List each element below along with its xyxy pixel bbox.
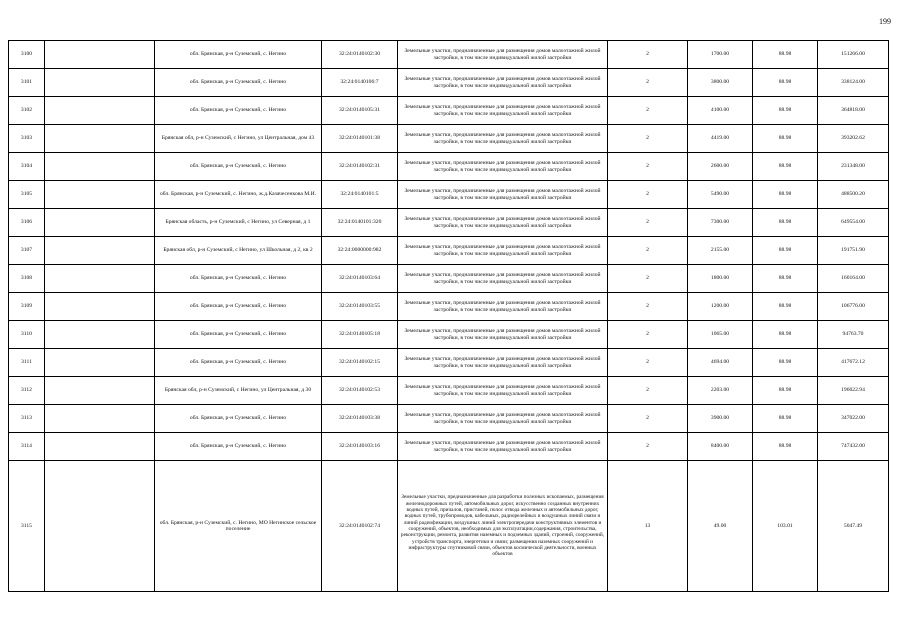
table-row <box>9 153 889 181</box>
table-row <box>9 209 889 237</box>
table-row <box>9 237 889 265</box>
table-row <box>9 97 889 125</box>
area-cell: 1800.00 <box>688 265 753 293</box>
address-cell: обл. Брянская, р-н Суземский, с. Негино <box>155 293 322 321</box>
group-cell: 2 <box>608 377 688 405</box>
specific-value-cell: 88.98 <box>753 237 818 265</box>
table-row <box>9 181 889 209</box>
specific-value-cell: 88.98 <box>753 405 818 433</box>
table-row <box>9 125 889 153</box>
cadastral-value-cell: 417672.12 <box>818 349 889 377</box>
blank-cell <box>45 237 155 265</box>
row-number: 3105 <box>9 181 45 209</box>
row-number: 3101 <box>9 69 45 97</box>
specific-value-cell: 88.98 <box>753 377 818 405</box>
group-cell: 2 <box>608 209 688 237</box>
area-cell: 4100.00 <box>688 97 753 125</box>
blank-cell <box>45 433 155 461</box>
cadastral-value-cell: 160164.00 <box>818 265 889 293</box>
blank-cell <box>45 69 155 97</box>
cadastral-value-cell: 94763.70 <box>818 321 889 349</box>
area-cell: 8400.00 <box>688 433 753 461</box>
cadastral-number-cell: 32:24:0140106:7 <box>322 69 398 97</box>
cadastral-number-cell: 32:24:0140102:74 <box>322 461 398 592</box>
land-purpose-cell: Земельные участки, предназначенные для размещения домов малоэтажной жилой застройки, в том числе индивидуальной жилой застройки <box>398 125 608 153</box>
blank-cell <box>45 265 155 293</box>
land-purpose-cell: Земельные участки, предназначенные для размещения домов малоэтажной жилой застройки, в том числе индивидуальной жилой застройки <box>398 153 608 181</box>
area-cell: 2155.00 <box>688 237 753 265</box>
row-number: 3115 <box>9 461 45 592</box>
specific-value-cell: 88.98 <box>753 293 818 321</box>
specific-value-cell: 88.98 <box>753 321 818 349</box>
land-purpose-cell: Земельные участки, предназначенные для размещения домов малоэтажной жилой застройки, в том числе индивидуальной жилой застройки <box>398 265 608 293</box>
land-purpose-cell: Земельные участки, предназначенные для размещения домов малоэтажной жилой застройки, в том числе индивидуальной жилой застройки <box>398 69 608 97</box>
land-purpose-cell: Земельные участки, предназначенные для разработки полезных ископаемых, размещения железнодорожных путей, автомобильных дорог, искусственно созданных внутренних водных путей, причалов, пристаней, полос отвода железных и автомобильных дорог, водных путей, трубопроводов, кабельных, радиорелейных и воздушных линий связи и линий радиофикации, воздушных линий электропередачи конструктивных элементов и сооружений, объектов, необходимых для эксплуатации,содержания, строительства, реконструкции, ремонта, развития наземных и подземных зданий, строений, сооружений, устройств транспорта, энергетики и связи; размещения наземных сооружений и инфраструктуры спутниковой связи, объектов космической деятельности, военных объектов <box>398 461 608 592</box>
cadastral-value-cell: 196022.94 <box>818 377 889 405</box>
row-number: 3106 <box>9 209 45 237</box>
table-row <box>9 69 889 97</box>
cadastral-number-cell: 32:24:0140101:38 <box>322 125 398 153</box>
row-number: 3113 <box>9 405 45 433</box>
group-cell: 2 <box>608 125 688 153</box>
cadastral-value-cell: 106776.00 <box>818 293 889 321</box>
group-cell: 2 <box>608 293 688 321</box>
group-cell: 2 <box>608 405 688 433</box>
blank-cell <box>45 41 155 69</box>
area-cell: 1065.00 <box>688 321 753 349</box>
specific-value-cell: 88.98 <box>753 69 818 97</box>
group-cell: 2 <box>608 97 688 125</box>
table-row <box>9 265 889 293</box>
group-cell: 2 <box>608 433 688 461</box>
cadastral-number-cell: 32:24:0140105:31 <box>322 97 398 125</box>
land-purpose-cell: Земельные участки, предназначенные для размещения домов малоэтажной жилой застройки, в том числе индивидуальной жилой застройки <box>398 433 608 461</box>
table-row <box>9 377 889 405</box>
cadastral-number-cell: 32:24:0140101:5 <box>322 181 398 209</box>
table-row <box>9 41 889 69</box>
address-cell: обл. Брянская, р-н Суземский, с. Негино <box>155 321 322 349</box>
blank-cell <box>45 405 155 433</box>
cadastral-value-cell: 231348.00 <box>818 153 889 181</box>
land-purpose-cell: Земельные участки, предназначенные для размещения домов малоэтажной жилой застройки, в том числе индивидуальной жилой застройки <box>398 181 608 209</box>
address-cell: Брянская обл, р-н Суземский, с Негино, ул Школьная, д 2, кв 2 <box>155 237 322 265</box>
blank-cell <box>45 321 155 349</box>
specific-value-cell: 88.98 <box>753 349 818 377</box>
specific-value-cell: 88.98 <box>753 433 818 461</box>
address-cell: обл. Брянская, р-н Суземский, с. Негино <box>155 97 322 125</box>
cadastral-number-cell: 32:24:0140103:16 <box>322 433 398 461</box>
area-cell: 2600.00 <box>688 153 753 181</box>
address-cell: обл. Брянская, р-н Суземский, с. Негино <box>155 405 322 433</box>
specific-value-cell: 88.98 <box>753 209 818 237</box>
area-cell: 1700.00 <box>688 41 753 69</box>
land-purpose-cell: Земельные участки, предназначенные для размещения домов малоэтажной жилой застройки, в том числе индивидуальной жилой застройки <box>398 321 608 349</box>
blank-cell <box>45 209 155 237</box>
group-cell: 13 <box>608 461 688 592</box>
land-purpose-cell: Земельные участки, предназначенные для размещения домов малоэтажной жилой застройки, в том числе индивидуальной жилой застройки <box>398 377 608 405</box>
blank-cell <box>45 153 155 181</box>
cadastral-number-cell: 32:24:0140105:18 <box>322 321 398 349</box>
cadastral-value-cell: 5047.49 <box>818 461 889 592</box>
address-cell: обл. Брянская, р-н Суземский, с. Негино, ж.д.Казачесенкова М.И. <box>155 181 322 209</box>
area-cell: 3900.00 <box>688 405 753 433</box>
blank-cell <box>45 97 155 125</box>
area-cell: 5490.00 <box>688 181 753 209</box>
blank-cell <box>45 377 155 405</box>
blank-cell <box>45 125 155 153</box>
row-number: 3108 <box>9 265 45 293</box>
area-cell: 49.00 <box>688 461 753 592</box>
area-cell: 7300.00 <box>688 209 753 237</box>
specific-value-cell: 103.01 <box>753 461 818 592</box>
address-cell: Брянская обл, р-н Суземский, с Негино, ул Центральная, дом 43 <box>155 125 322 153</box>
cadastral-number-cell: 32:24:0140102:30 <box>322 41 398 69</box>
group-cell: 2 <box>608 41 688 69</box>
specific-value-cell: 88.98 <box>753 125 818 153</box>
group-cell: 2 <box>608 265 688 293</box>
page-number: 199 <box>879 17 891 26</box>
cadastral-number-cell: 32:24:0000000:982 <box>322 237 398 265</box>
row-number: 3109 <box>9 293 45 321</box>
blank-cell <box>45 461 155 592</box>
specific-value-cell: 88.98 <box>753 265 818 293</box>
cadastral-number-cell: 32:24:0140102:53 <box>322 377 398 405</box>
land-purpose-cell: Земельные участки, предназначенные для размещения домов малоэтажной жилой застройки, в том числе индивидуальной жилой застройки <box>398 405 608 433</box>
specific-value-cell: 88.98 <box>753 181 818 209</box>
blank-cell <box>45 349 155 377</box>
address-cell: обл. Брянская, р-н Суземский, с. Негино <box>155 41 322 69</box>
cadastral-value-cell: 393202.62 <box>818 125 889 153</box>
group-cell: 2 <box>608 349 688 377</box>
area-cell: 3800.00 <box>688 69 753 97</box>
land-purpose-cell: Земельные участки, предназначенные для размещения домов малоэтажной жилой застройки, в том числе индивидуальной жилой застройки <box>398 41 608 69</box>
cadastral-number-cell: 32:24:0140103:38 <box>322 405 398 433</box>
specific-value-cell: 88.98 <box>753 97 818 125</box>
area-cell: 2203.00 <box>688 377 753 405</box>
table-row <box>9 321 889 349</box>
cadastral-value-table <box>8 40 889 592</box>
address-cell: Брянская обл, р-н Суземский, с Негино, ул Центральная, д 30 <box>155 377 322 405</box>
table-row <box>9 293 889 321</box>
cadastral-value-cell: 338124.00 <box>818 69 889 97</box>
area-cell: 1200.00 <box>688 293 753 321</box>
group-cell: 2 <box>608 181 688 209</box>
group-cell: 2 <box>608 153 688 181</box>
row-number: 3110 <box>9 321 45 349</box>
row-number: 3104 <box>9 153 45 181</box>
table-row <box>9 349 889 377</box>
land-purpose-cell: Земельные участки, предназначенные для размещения домов малоэтажной жилой застройки, в том числе индивидуальной жилой застройки <box>398 209 608 237</box>
cadastral-number-cell: 32:24:0140103:64 <box>322 265 398 293</box>
table-row <box>9 461 889 592</box>
cadastral-value-cell: 488500.20 <box>818 181 889 209</box>
group-cell: 2 <box>608 321 688 349</box>
cadastral-number-cell: 32:24:0140103:55 <box>322 293 398 321</box>
area-cell: 4419.00 <box>688 125 753 153</box>
address-cell: Брянская область, р-н Суземский, с Негино, ул Северная, д 1 <box>155 209 322 237</box>
table-row <box>9 433 889 461</box>
row-number: 3102 <box>9 97 45 125</box>
area-cell: 4694.00 <box>688 349 753 377</box>
address-cell: обл. Брянская, р-н Суземский, с. Негино <box>155 265 322 293</box>
row-number: 3114 <box>9 433 45 461</box>
row-number: 3103 <box>9 125 45 153</box>
cadastral-value-cell: 191751.90 <box>818 237 889 265</box>
table-body <box>9 41 889 592</box>
table-row <box>9 405 889 433</box>
group-cell: 2 <box>608 69 688 97</box>
row-number: 3107 <box>9 237 45 265</box>
cadastral-value-cell: 151266.00 <box>818 41 889 69</box>
specific-value-cell: 88.98 <box>753 41 818 69</box>
cadastral-value-cell: 649554.00 <box>818 209 889 237</box>
cadastral-value-cell: 347022.00 <box>818 405 889 433</box>
land-purpose-cell: Земельные участки, предназначенные для размещения домов малоэтажной жилой застройки, в том числе индивидуальной жилой застройки <box>398 97 608 125</box>
address-cell: обл. Брянская, р-н Суземский, с. Негино <box>155 153 322 181</box>
land-purpose-cell: Земельные участки, предназначенные для размещения домов малоэтажной жилой застройки, в том числе индивидуальной жилой застройки <box>398 293 608 321</box>
blank-cell <box>45 293 155 321</box>
address-cell: обл. Брянская, р-н Суземский, с. Негино <box>155 69 322 97</box>
cadastral-value-cell: 364818.00 <box>818 97 889 125</box>
specific-value-cell: 88.98 <box>753 153 818 181</box>
cadastral-number-cell: 32:24:0140102:15 <box>322 349 398 377</box>
address-cell: обл. Брянская, р-н Суземский, с. Негино <box>155 349 322 377</box>
row-number: 3100 <box>9 41 45 69</box>
land-purpose-cell: Земельные участки, предназначенные для размещения домов малоэтажной жилой застройки, в том числе индивидуальной жилой застройки <box>398 349 608 377</box>
cadastral-number-cell: 32:24:0140102:31 <box>322 153 398 181</box>
cadastral-value-cell: 747432.00 <box>818 433 889 461</box>
address-cell: обл. Брянская, р-н Суземский, с. Негино, МО Негинское сельское поселение <box>155 461 322 592</box>
address-cell: обл. Брянская, р-н Суземский, с. Негино <box>155 433 322 461</box>
row-number: 3112 <box>9 377 45 405</box>
cadastral-number-cell: 32:24:0140101:320 <box>322 209 398 237</box>
blank-cell <box>45 181 155 209</box>
group-cell: 2 <box>608 237 688 265</box>
land-purpose-cell: Земельные участки, предназначенные для размещения домов малоэтажной жилой застройки, в том числе индивидуальной жилой застройки <box>398 237 608 265</box>
row-number: 3111 <box>9 349 45 377</box>
